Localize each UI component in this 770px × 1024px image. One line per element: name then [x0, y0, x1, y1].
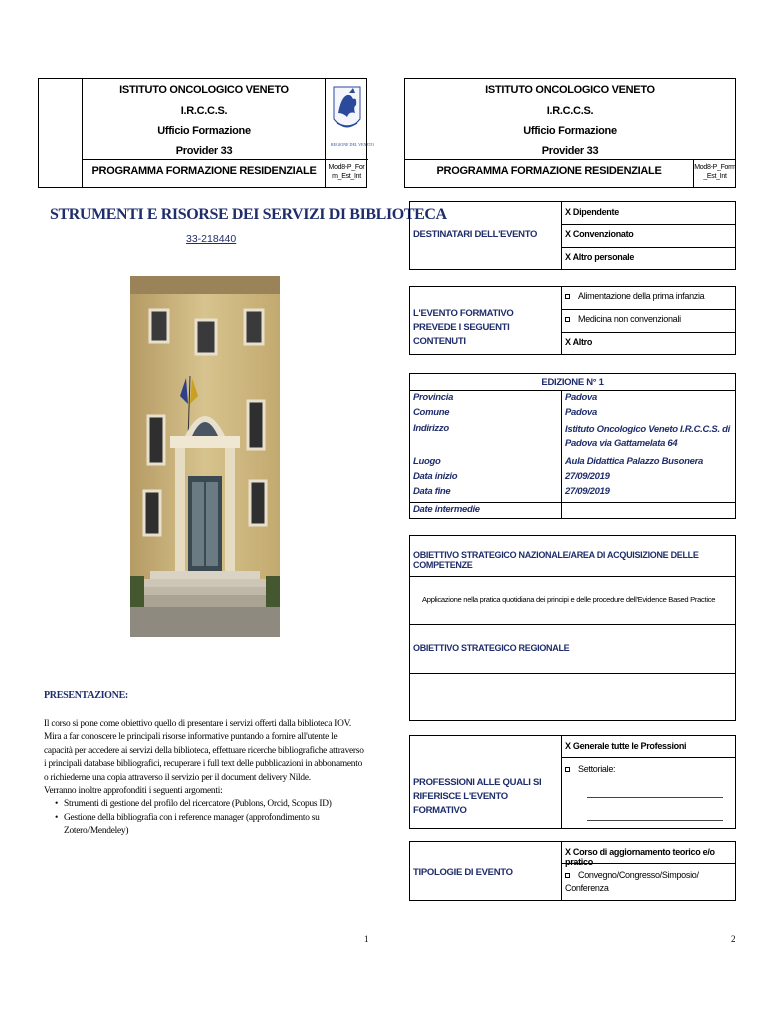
comune-value: Padova [565, 407, 597, 418]
contenuti-checked: X Altro [565, 337, 593, 347]
header-code: Mod8-P_Form_Est_Int [694, 164, 736, 180]
header-office: Ufficio Formazione [157, 125, 251, 137]
destinatari-option: X Altro personale [565, 252, 635, 262]
header-code: Mod8-P_Form_Est_Int [328, 164, 365, 180]
course-code: 33-218440 [186, 233, 237, 245]
right-header-box [404, 78, 736, 188]
contenuti-option: Medicina non convenzionali [565, 314, 681, 324]
presentazione-body [44, 718, 364, 839]
edizione-title: EDIZIONE N° 1 [541, 377, 604, 388]
tipologie-option: Convegno/Congresso/Simposio/ Conferenza [565, 870, 699, 893]
indirizzo-value: Istituto Oncologico Veneto I.R.C.C.S. di Padova via Gattamelata 64 [565, 424, 730, 449]
contenuti-table [409, 286, 736, 355]
header-irccs: I.R.C.C.S. [180, 105, 228, 117]
course-title: STRUMENTI E RISORSE DEI SERVIZI DI BIBLIOTECA [50, 206, 447, 223]
destinatari-option: X Convenzionato [565, 229, 634, 239]
checkbox-icon [565, 294, 570, 299]
date-intermedie-label: Date intermedie [413, 504, 480, 515]
destinatari-option: X Dipendente [565, 207, 619, 217]
header-institute: ISTITUTO ONCOLOGICO VENETO [119, 84, 289, 96]
presentazione-label: PRESENTAZIONE: [44, 690, 128, 701]
building-photo [130, 276, 280, 637]
bullet-item: • Gestione della bibliografia con i reference manager (approfondimento su Zotero/Mendeley) [55, 812, 320, 837]
destinatari-table [409, 201, 736, 270]
page-number-left: 1 [364, 934, 369, 944]
destinatari-label: DESTINATARI DELL'EVENTO [413, 229, 538, 240]
blank-line [587, 820, 723, 821]
header-provider: Provider 33 [541, 145, 599, 157]
data-inizio-label: Data inizio [413, 471, 458, 482]
header-institute: ISTITUTO ONCOLOGICO VENETO [485, 84, 655, 96]
data-inizio-value: 27/09/2019 [565, 471, 610, 482]
paragraph-3: Verranno inoltre approfonditi i seguenti argomenti: [44, 786, 223, 797]
edizione-table [409, 373, 736, 519]
data-fine-label: Data fine [413, 486, 451, 497]
obiettivo-nazionale-table [409, 535, 736, 625]
checkbox-icon [565, 873, 570, 878]
contenuti-option: Alimentazione della prima infanzia [565, 291, 704, 301]
data-fine-value: 27/09/2019 [565, 486, 610, 497]
obiettivo-regionale-label: OBIETTIVO STRATEGICO REGIONALE [413, 643, 570, 653]
header-irccs: I.R.C.C.S. [546, 105, 594, 117]
paragraph-2: Mira a far conoscere le principali risorse informative puntando a fornire all'utente le capacità per accedere ai servizi della biblioteca, effettuare ricerche bibliografiche attraverso i principali database bibliografici, recuperare i full text delle pubblicazioni in abbonamento o richiederne una copia attraverso il servizio per il document delivery Nilde. [44, 732, 364, 783]
professioni-checked: X Generale tutte le Professioni [565, 741, 687, 751]
logo-caption: REGIONE DEL VENETO [331, 142, 375, 147]
header-provider: Provider 33 [175, 145, 233, 157]
regione-veneto-logo [331, 85, 375, 149]
tipologie-label: TIPOLOGIE DI EVENTO [413, 867, 513, 878]
tipologie-checked: X Corso di aggiornamento teorico e/o pratico [565, 847, 715, 867]
professioni-option: Settoriale: [565, 764, 615, 774]
bullet-item: • Strumenti di gestione del profilo del ricercatore (Publons, Orcid, Scopus ID) [55, 799, 332, 810]
left-header-box [38, 78, 375, 188]
tipologie-table [409, 841, 736, 901]
contenuti-label: L'EVENTO FORMATIVO PREVEDE I SEGUENTI CONTENUTI [413, 308, 514, 347]
indirizzo-label: Indirizzo [413, 423, 449, 434]
paragraph-1: Il corso si pone come obiettivo quello di presentare i servizi offerti dalla biblioteca IOV. [44, 719, 352, 729]
obiettivo-nazionale-label: OBIETTIVO STRATEGICO NAZIONALE/AREA DI ACQUISIZIONE DELLE COMPETENZE [413, 550, 699, 570]
professioni-table [409, 735, 736, 829]
checkbox-icon [565, 317, 570, 322]
comune-label: Comune [413, 407, 450, 418]
luogo-label: Luogo [413, 456, 441, 467]
blank-line [587, 797, 723, 798]
checkbox-icon [565, 767, 570, 772]
obiettivo-nazionale-text: Applicazione nella pratica quotidiana dei principi e delle procedure dell'Evidence Based Practice [422, 595, 716, 604]
header-office: Ufficio Formazione [523, 125, 617, 137]
professioni-label: PROFESSIONI ALLE QUALI SI RIFERISCE L'EVENTO FORMATIVO [413, 777, 542, 816]
header-program: PROGRAMMA FORMAZIONE RESIDENZIALE [91, 165, 317, 177]
provincia-value: Padova [565, 392, 597, 403]
page-number-right: 2 [731, 934, 736, 944]
header-program: PROGRAMMA FORMAZIONE RESIDENZIALE [436, 165, 662, 177]
luogo-value: Aula Didattica Palazzo Busonera [565, 456, 703, 467]
provincia-label: Provincia [413, 392, 454, 403]
obiettivo-regionale-table [409, 624, 736, 721]
